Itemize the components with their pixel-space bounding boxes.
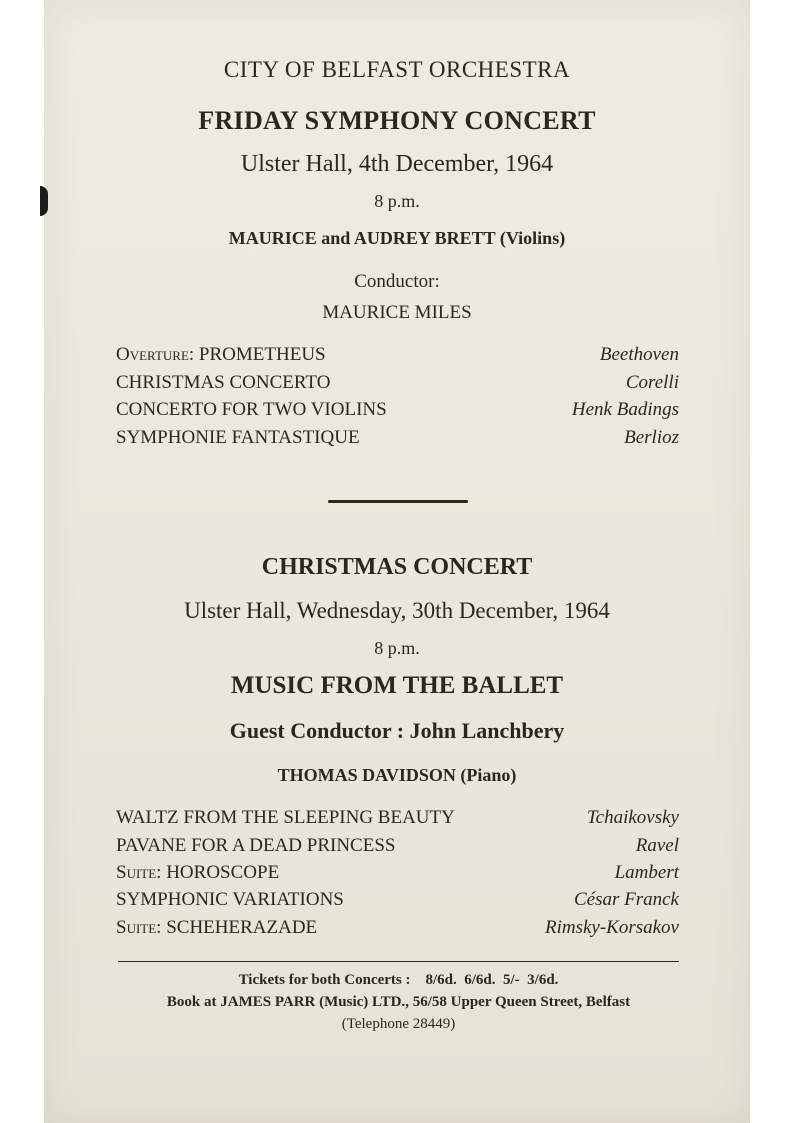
- composer: Henk Badings: [571, 399, 679, 420]
- composer: César Franck: [573, 889, 679, 910]
- programme-row: [116, 427, 679, 449]
- concert1-conductor: MAURICE MILES: [322, 302, 472, 323]
- programme-row: [116, 344, 679, 366]
- work-title: HOROSCOPE: [161, 862, 280, 883]
- work-title: CONCERTO FOR TWO VIOLINS: [116, 399, 387, 420]
- programme-row: [116, 807, 679, 829]
- work-title: PAVANE FOR A DEAD PRINCESS: [116, 835, 396, 856]
- composer: Ravel: [635, 835, 679, 856]
- concert1-soloists: MAURICE and AUDREY BRETT (Violins): [228, 228, 566, 248]
- work-title: CHRISTMAS CONCERTO: [116, 372, 331, 393]
- composer: Beethoven: [599, 344, 679, 365]
- concert1-title: FRIDAY SYMPHONY CONCERT: [198, 106, 596, 135]
- concert2-venue: Ulster Hall, Wednesday, 30th December, 1964: [184, 598, 610, 623]
- concert2-theme: MUSIC FROM THE BALLET: [230, 672, 564, 699]
- work-prefix: Suite:: [116, 862, 162, 883]
- composer: Lambert: [614, 862, 679, 883]
- programme-row: [116, 889, 679, 911]
- concert1-time: 8 p.m.: [374, 191, 420, 211]
- work-title: WALTZ FROM THE SLEEPING BEAUTY: [116, 807, 455, 828]
- concert2-time: 8 p.m.: [374, 638, 420, 658]
- composer: Berlioz: [624, 427, 679, 448]
- programme-row: [116, 372, 679, 394]
- orchestra-name: CITY OF BELFAST ORCHESTRA: [223, 57, 571, 82]
- programme-row: [116, 835, 679, 857]
- work-title: PROMETHEUS: [194, 344, 326, 365]
- section-divider: [328, 500, 468, 503]
- composer: Tchaikovsky: [586, 807, 679, 828]
- concert2-guest-conductor: Guest Conductor : John Lanchbery: [229, 718, 565, 743]
- concert2-title: CHRISTMAS CONCERT: [261, 554, 533, 580]
- concert1-conductor-label: Conductor:: [354, 271, 440, 292]
- concert1-venue: Ulster Hall, 4th December, 1964: [240, 151, 554, 177]
- programme-row: [116, 399, 679, 421]
- work-title: SYMPHONIE FANTASTIQUE: [116, 427, 360, 448]
- work-title: SYMPHONIC VARIATIONS: [116, 889, 344, 910]
- telephone: (Telephone 28449): [341, 1016, 456, 1032]
- programme-row: [116, 862, 679, 884]
- work-prefix: Overture:: [116, 344, 195, 365]
- ticket-prices: Tickets for both Concerts : 8/6d. 6/6d. 5/- 3/6d.: [238, 972, 559, 988]
- concert2-soloist: THOMAS DAVIDSON (Piano): [277, 765, 517, 785]
- booking-info: Book at JAMES PARR (Music) LTD., 56/58 Upper Queen Street, Belfast: [166, 994, 631, 1010]
- composer: Corelli: [625, 372, 679, 393]
- footer-rule: [118, 961, 679, 962]
- programme-row: [116, 917, 679, 939]
- work-title: SCHEHERAZADE: [161, 917, 318, 938]
- work-prefix: Suite:: [116, 917, 162, 938]
- composer: Rimsky-Korsakov: [544, 917, 679, 938]
